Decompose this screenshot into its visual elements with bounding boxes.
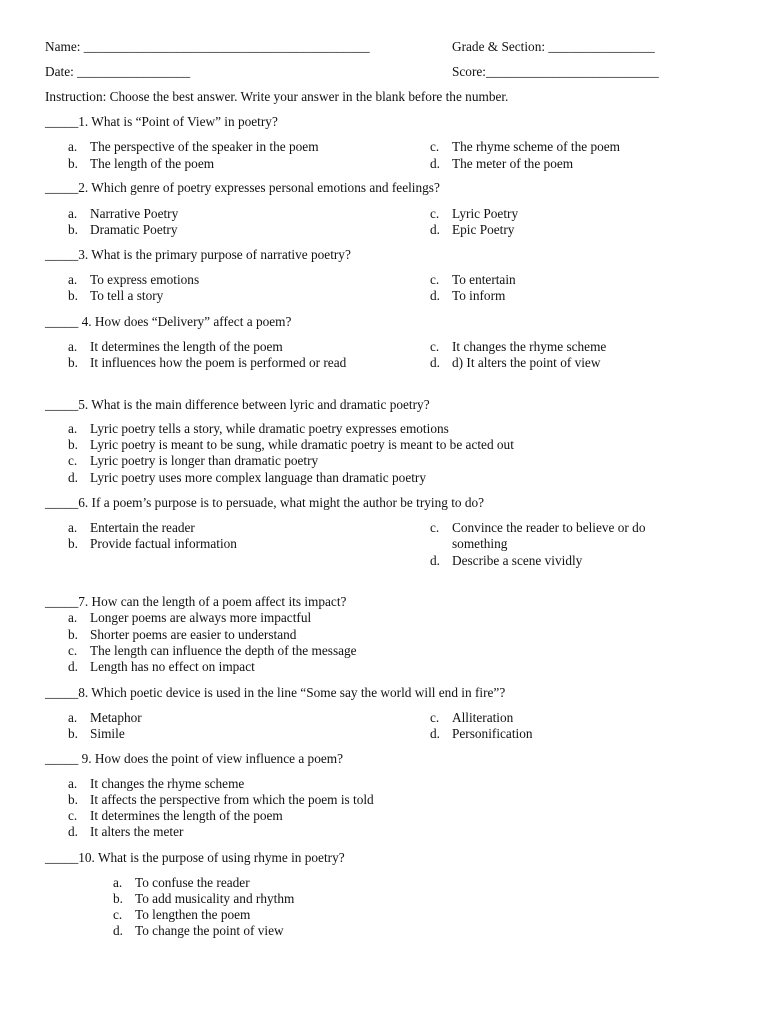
name-field[interactable]: Name: ___________________________________________ <box>45 39 370 54</box>
question-5: _____5. What is the main difference between lyric and dramatic poetry? <box>45 397 430 412</box>
question-9: _____ 9. How does the point of view influence a poem? <box>45 751 343 766</box>
option-text: Lyric poetry is longer than dramatic poetry <box>90 453 319 468</box>
option-letter: a. <box>68 520 78 535</box>
option-letter: d. <box>68 659 78 674</box>
option-text: The length can influence the depth of the message <box>90 643 357 658</box>
option-letter: c. <box>430 139 440 154</box>
option-letter: a. <box>68 710 78 725</box>
option-letter: b. <box>68 437 78 452</box>
question-2: _____2. Which genre of poetry expresses personal emotions and feelings? <box>45 180 440 195</box>
option-letter: a. <box>68 776 78 791</box>
option-text: The length of the poem <box>90 156 215 171</box>
option-letter: d. <box>68 824 78 839</box>
option-text: Lyric Poetry <box>452 206 519 221</box>
question-8: _____8. Which poetic device is used in the line “Some say the world will end in fire”? <box>45 685 506 700</box>
option-letter: d. <box>68 470 78 485</box>
option-letter: c. <box>68 808 78 823</box>
option-letter: c. <box>68 453 78 468</box>
option-letter: c. <box>430 520 440 535</box>
question-10: _____10. What is the purpose of using rhyme in poetry? <box>45 850 345 865</box>
option-text: To tell a story <box>90 288 164 303</box>
option-letter: b. <box>68 156 78 171</box>
option-text: Simile <box>90 726 125 741</box>
option-text: Dramatic Poetry <box>90 222 178 237</box>
option-letter: c. <box>68 643 78 658</box>
option-letter: d. <box>430 553 440 568</box>
grade-section-field[interactable]: Grade & Section: ________________ <box>452 39 655 54</box>
option-letter: a. <box>68 610 78 625</box>
option-text: Describe a scene vividly <box>452 553 583 568</box>
option-letter: b. <box>68 536 78 551</box>
option-text: It affects the perspective from which the poem is told <box>90 792 374 807</box>
option-letter: a. <box>68 421 78 436</box>
option-letter: d. <box>430 288 440 303</box>
score-field[interactable]: Score:__________________________ <box>452 64 659 79</box>
option-text: Narrative Poetry <box>90 206 179 221</box>
option-text: Lyric poetry is meant to be sung, while dramatic poetry is meant to be acted out <box>90 437 514 452</box>
option-letter: b. <box>68 792 78 807</box>
option-text: It alters the meter <box>90 824 184 839</box>
option-text: Metaphor <box>90 710 142 725</box>
option-text: d) It alters the point of view <box>452 355 601 370</box>
question-6: _____6. If a poem’s purpose is to persuade, what might the author be trying to do? <box>45 495 485 510</box>
option-letter: a. <box>68 206 78 221</box>
option-letter: c. <box>113 907 123 922</box>
option-letter: d. <box>113 923 123 938</box>
option-letter: d. <box>430 355 440 370</box>
option-text: To lengthen the poem <box>135 907 251 922</box>
option-letter: d. <box>430 726 440 741</box>
option-text: To confuse the reader <box>135 875 250 890</box>
option-text: It influences how the poem is performed or read <box>90 355 347 370</box>
option-letter: a. <box>68 139 78 154</box>
option-letter: c. <box>430 710 440 725</box>
option-text: Lyric poetry uses more complex language than dramatic poetry <box>90 470 426 485</box>
option-text: Convince the reader to believe or do something <box>452 520 646 552</box>
option-letter: b. <box>68 222 78 237</box>
option-text: The meter of the poem <box>452 156 574 171</box>
option-text: To entertain <box>452 272 516 287</box>
option-text: Personification <box>452 726 533 741</box>
option-text: Provide factual information <box>90 536 237 551</box>
option-text: To express emotions <box>90 272 200 287</box>
option-text: It determines the length of the poem <box>90 808 283 823</box>
option-text: To change the point of view <box>135 923 284 938</box>
option-text: Length has no effect on impact <box>90 659 255 674</box>
option-text: Epic Poetry <box>452 222 515 237</box>
option-letter: c. <box>430 206 440 221</box>
question-7: _____7. How can the length of a poem affect its impact? <box>45 594 347 609</box>
option-text: The rhyme scheme of the poem <box>452 139 620 154</box>
option-letter: a. <box>68 339 78 354</box>
instruction-text: Instruction: Choose the best answer. Write your answer in the blank before the number. <box>45 89 509 104</box>
option-text: To add musicality and rhythm <box>135 891 295 906</box>
question-1: _____1. What is “Point of View” in poetry? <box>45 114 278 129</box>
option-letter: b. <box>68 288 78 303</box>
question-3: _____3. What is the primary purpose of narrative poetry? <box>45 247 351 262</box>
option-text: Longer poems are always more impactful <box>90 610 312 625</box>
option-letter: c. <box>430 339 440 354</box>
date-field[interactable]: Date: _________________ <box>45 64 191 79</box>
option-letter: c. <box>430 272 440 287</box>
option-text: Entertain the reader <box>90 520 195 535</box>
option-letter: b. <box>68 355 78 370</box>
option-text: To inform <box>452 288 506 303</box>
option-text: It changes the rhyme scheme <box>452 339 607 354</box>
option-letter: a. <box>113 875 123 890</box>
option-letter: a. <box>68 272 78 287</box>
option-text: It determines the length of the poem <box>90 339 283 354</box>
option-text: It changes the rhyme scheme <box>90 776 245 791</box>
option-letter: b. <box>113 891 123 906</box>
option-letter: d. <box>430 222 440 237</box>
option-letter: d. <box>430 156 440 171</box>
option-text: Shorter poems are easier to understand <box>90 627 297 642</box>
option-text: The perspective of the speaker in the poem <box>90 139 319 154</box>
option-text: Lyric poetry tells a story, while dramatic poetry expresses emotions <box>90 421 449 436</box>
question-4: _____ 4. How does “Delivery” affect a poem? <box>45 314 292 329</box>
option-letter: b. <box>68 627 78 642</box>
option-letter: b. <box>68 726 78 741</box>
option-text: Alliteration <box>452 710 514 725</box>
